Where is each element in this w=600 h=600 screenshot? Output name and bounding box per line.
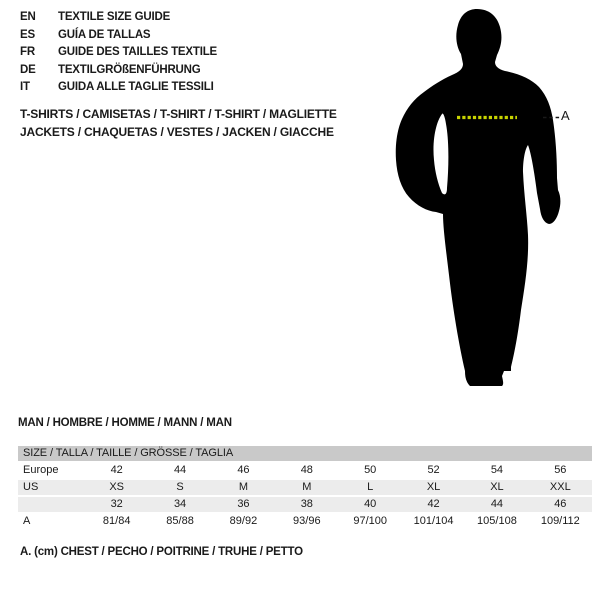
table-cell: 89/92 <box>229 515 258 527</box>
language-label: GUÍA DE TALLAS <box>58 28 151 41</box>
language-label: TEXTILE SIZE GUIDE <box>58 11 171 23</box>
table-header: SIZE / TALLA / TAILLE / GRÖSSE / TAGLIA <box>18 446 592 461</box>
table-cell: M <box>302 481 312 493</box>
language-code: ES <box>20 28 35 41</box>
table-cell: 52 <box>427 464 440 476</box>
language-code: FR <box>20 46 35 58</box>
size-table <box>18 446 592 529</box>
table-cell: M <box>238 481 249 493</box>
table-cell: 34 <box>173 498 187 510</box>
table-cell: S <box>176 481 184 493</box>
row-label <box>18 497 85 512</box>
table-cell: XXL <box>549 481 571 493</box>
table-row-us <box>18 480 592 495</box>
table-cell: 44 <box>490 498 504 510</box>
table-cell: 36 <box>237 498 250 510</box>
table-cell: 38 <box>300 498 313 510</box>
table-cell: 109/112 <box>540 515 580 527</box>
category-headers <box>20 106 337 141</box>
language-row-fr <box>20 44 217 62</box>
table-row-europe <box>18 463 592 478</box>
table-cell: L <box>367 481 374 493</box>
table-cell: 42 <box>110 464 123 476</box>
table-cell: 105/108 <box>477 515 517 527</box>
section-title-man: MAN / HOMBRE / HOMME / MANN / MAN <box>18 417 232 429</box>
man-silhouette <box>396 9 561 386</box>
table-cell: 42 <box>427 498 440 510</box>
table-cell: 46 <box>554 498 567 510</box>
table-cell: 85/88 <box>166 515 194 527</box>
row-label: US <box>23 481 39 493</box>
measure-label-a: A <box>561 108 570 123</box>
row-label: A <box>23 515 31 527</box>
table-row-numeric <box>18 497 592 512</box>
table-cell: 97/100 <box>353 515 388 527</box>
table-cell: 81/84 <box>102 515 131 527</box>
table-cell: 48 <box>300 464 313 476</box>
language-code: EN <box>20 11 36 23</box>
table-cell: XL <box>490 481 504 493</box>
category-tshirts: T-SHIRTS / CAMISETAS / T-SHIRT / T-SHIRT / MAGLIETTE <box>20 107 337 121</box>
table-cell: 46 <box>237 464 250 476</box>
language-row-it <box>20 79 217 97</box>
row-label: Europe <box>23 464 59 476</box>
language-row-es <box>20 27 217 45</box>
category-jackets: JACKETS / CHAQUETAS / VESTES / JACKEN / GIACCHE <box>20 124 334 139</box>
table-cell: 56 <box>554 464 567 476</box>
table-cell: 54 <box>490 464 504 476</box>
table-cell: 32 <box>110 498 123 510</box>
table-cell: 50 <box>364 464 377 476</box>
language-label: TEXTILGRÖßENFÜHRUNG <box>58 63 201 76</box>
language-row-de <box>20 62 217 80</box>
table-cell: XL <box>426 481 441 493</box>
table-cell: 93/96 <box>293 515 321 527</box>
language-list <box>20 9 217 97</box>
language-label: GUIDE DES TAILLES TEXTILE <box>58 46 217 58</box>
table-cell: 101/104 <box>413 515 454 527</box>
measurement-footnote: A. (cm) CHEST / PECHO / POITRINE / TRUHE / PETTO <box>20 546 303 558</box>
table-cell: XS <box>109 481 125 493</box>
table-cell: 40 <box>364 498 377 510</box>
table-cell: 44 <box>173 464 187 476</box>
language-row-en <box>20 9 217 27</box>
table-row-chest-a <box>18 514 592 529</box>
man-silhouette-graphic <box>390 0 580 410</box>
language-label: GUIDA ALLE TAGLIE TESSILI <box>58 81 214 93</box>
language-code: DE <box>20 63 36 76</box>
language-code: IT <box>20 81 30 93</box>
man-figure <box>390 0 580 410</box>
